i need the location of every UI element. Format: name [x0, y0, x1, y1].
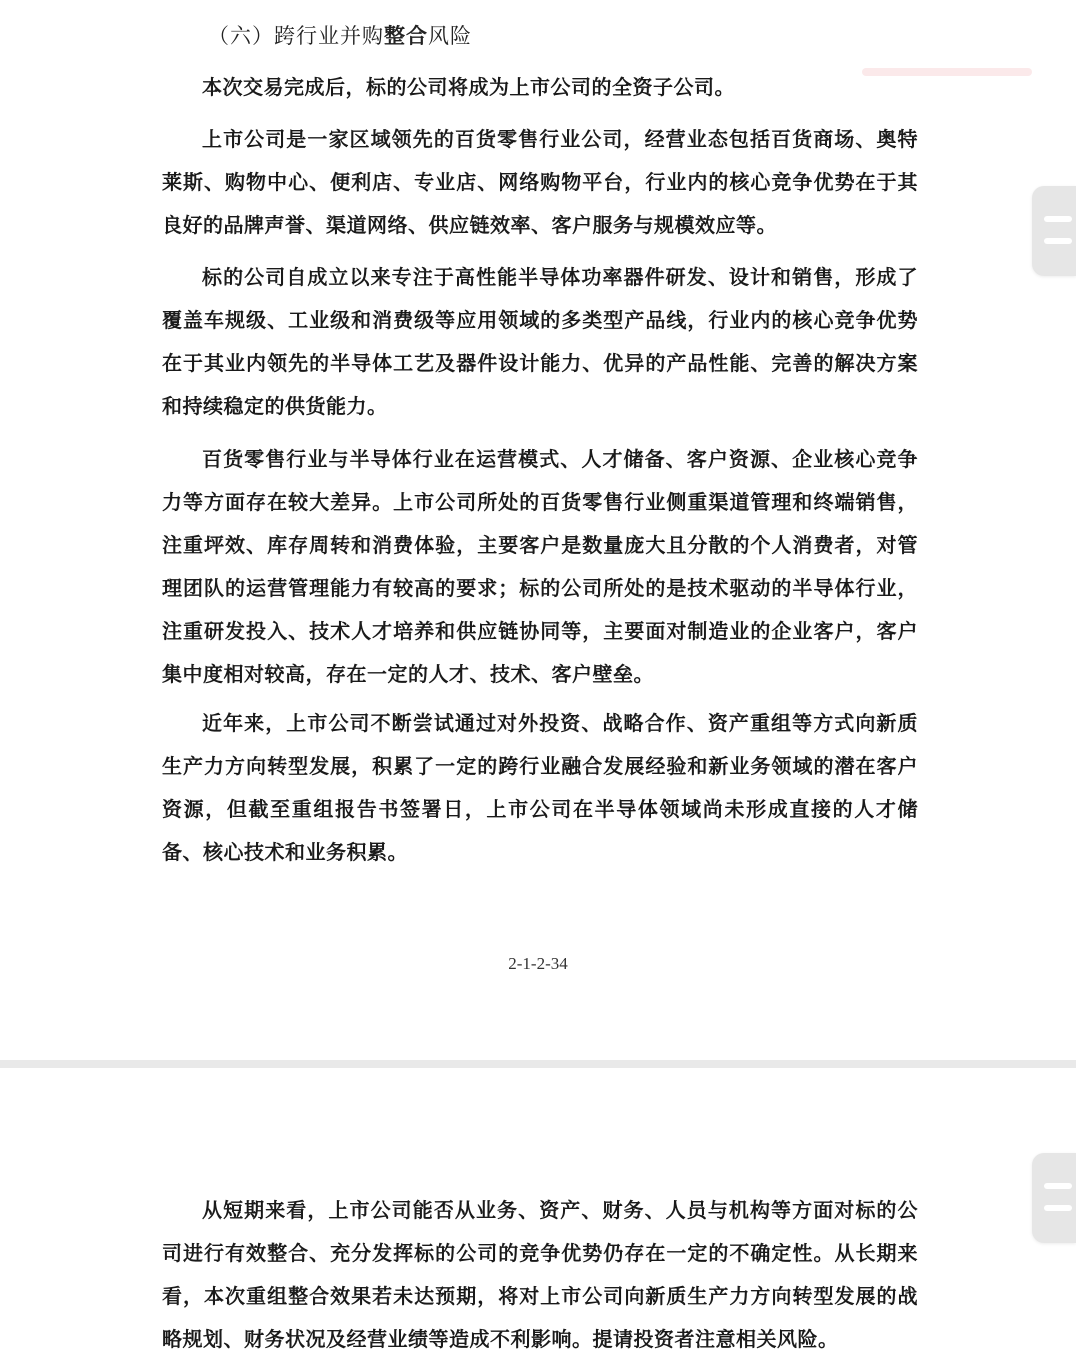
paragraph: 近年来，上市公司不断尝试通过对外投资、战略合作、资产重组等方式向新质生产力方向转型发展，积累了一定的跨行业融合发展经验和新业务领域的潜在客户资源，但截至重组报告书签署日，上市公司在半导体领域尚未形成直接的人才储备、核心技术和业务积累。 — [162, 711, 918, 864]
side-menu-button[interactable] — [1032, 1153, 1076, 1243]
page-number: 2-1-2-34 — [508, 954, 568, 973]
side-menu-button[interactable] — [1032, 186, 1076, 276]
paragraph: 从短期来看，上市公司能否从业务、资产、财务、人员与机构等方面对标的公司进行有效整合、充分发挥标的公司的竞争优势仍存在一定的不确定性。从长期来看，本次重组整合效果若未达预期，将对上市公司向新质生产力方向转型发展的战略规划、财务状况及经营业绩等造成不利影响。提请投资者注意相关风险。 — [162, 1198, 918, 1351]
paragraph: 百货零售行业与半导体行业在运营模式、人才储备、客户资源、企业核心竞争力等方面存在较大差异。上市公司所处的百货零售行业侧重渠道管理和终端销售，注重坪效、库存周转和消费体验，主要客户是数量庞大且分散的个人消费者，对管理团队的运营管理能力有较高的要求；标的公司所处的是技术驱动的半导体行业，注重研发投入、技术人才培养和供应链协同等，主要面对制造业的企业客户，客户集中度相对较高，存在一定的人才、技术、客户壁垒。 — [162, 447, 918, 686]
paragraph: 上市公司是一家区域领先的百货零售行业公司，经营业态包括百货商场、奥特莱斯、购物中心、便利店、专业店、网络购物平台，行业内的核心竞争优势在于其良好的品牌声誉、渠道网络、供应链效率、客户服务与规模效应等。 — [162, 127, 918, 237]
heading-suffix: 风险 — [428, 24, 472, 48]
heading-bold-text: 整合 — [384, 23, 428, 48]
paragraph: 标的公司自成立以来专注于高性能半导体功率器件研发、设计和销售，形成了覆盖车规级、工业级和消费级等应用领域的多类型产品线，行业内的核心竞争优势在于其业内领先的半导体工艺及器件设计能力、优异的产品性能、完善的解决方案和持续稳定的供货能力。 — [162, 265, 918, 418]
page-separator — [0, 1060, 1076, 1068]
heading-prefix: （六）跨行业并购 — [208, 24, 384, 48]
section-heading — [208, 20, 472, 50]
paragraph: 本次交易完成后，标的公司将成为上市公司的全资子公司。 — [202, 75, 735, 99]
